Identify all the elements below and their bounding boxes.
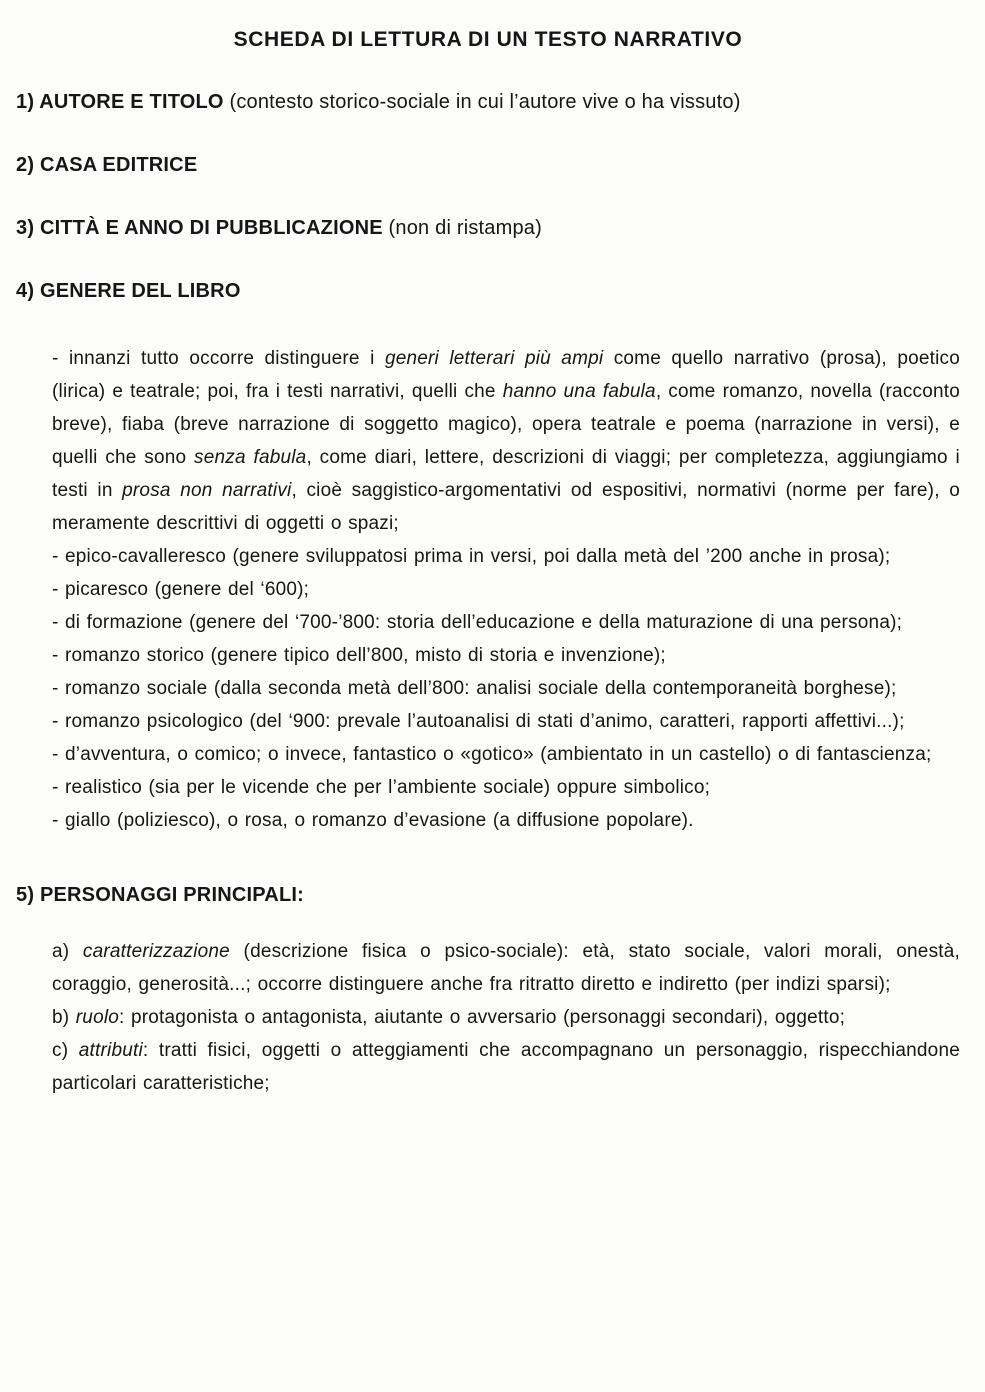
text-run: a)	[52, 941, 83, 962]
item-5-personaggi-principali	[16, 883, 960, 907]
text-run: 5) PERSONAGGI PRINCIPALI:	[16, 884, 304, 906]
document-title: SCHEDA DI LETTURA DI UN TESTO NARRATIVO	[233, 28, 743, 51]
text-run: prosa non narrativi	[122, 480, 292, 501]
bullet-romanzo-sociale	[52, 672, 960, 705]
text-run: come quello narrativo (prosa), poetico (lirica) e teatrale; poi, fra i testi narrativi, quelli che	[52, 348, 960, 402]
bullet-romanzo-storico	[52, 639, 960, 672]
item-3-citta-e-anno	[16, 216, 960, 240]
text-run: generi letterari più ampi	[384, 348, 604, 369]
text-run: 1) AUTORE E TITOLO	[16, 91, 230, 113]
text-run: - romanzo psicologico (del ‘900: prevale l’autoanalisi di stati d’animo, caratteri, rapporti affettivi...);	[52, 711, 905, 732]
bullet-picaresco	[52, 573, 960, 606]
text-run: senza fabula	[194, 447, 307, 468]
text-run: 3) CITTÀ E ANNO DI PUBBLICAZIONE	[16, 217, 389, 239]
text-run: hanno una fabula	[502, 381, 656, 402]
text-run: 2) CASA EDITRICE	[16, 154, 198, 176]
item-1-autore-e-titolo	[16, 90, 960, 114]
character-point-c-attributi	[52, 1034, 960, 1100]
text-run: - picaresco (genere del ‘600);	[52, 579, 310, 600]
bullet-realistico-simbolico	[52, 771, 960, 804]
text-run: - epico-cavalleresco (genere sviluppatosi prima in versi, poi dalla metà del ’200 anche in prosa);	[52, 546, 891, 567]
text-run: 4) GENERE DEL LIBRO	[16, 280, 241, 302]
bullet-epico-cavalleresco	[52, 540, 960, 573]
text-run: : tratti fisici, oggetti o atteggiamenti che accompagnano un personaggio, rispecchiandone particolari caratteristiche;	[52, 1040, 960, 1094]
character-point-b-ruolo	[52, 1001, 960, 1034]
item-4-genere-del-libro	[16, 279, 960, 303]
text-run: caratterizzazione	[82, 941, 230, 962]
bullet-giallo-rosa-evasione	[52, 804, 960, 837]
text-run: c)	[52, 1040, 79, 1061]
text-run: , cioè saggistico-argomentativi od espositivi, normativi (norme per fare), o meramente descrittivi di oggetti o spazi;	[52, 480, 960, 534]
character-point-a-caratterizzazione	[52, 935, 960, 1001]
text-run: - d’avventura, o comico; o invece, fantastico o «gotico» (ambientato in un castello) o di fantascienza;	[52, 744, 932, 765]
text-run: - di formazione (genere del ‘700-’800: storia dell’educazione e della maturazione di una persona);	[52, 612, 903, 633]
text-run: (descrizione fisica o psico-sociale): età, stato sociale, valori morali, onestà, coraggio, generosità...; occorre distinguere anche fra ritratto diretto e indiretto (per indizi sparsi);	[52, 941, 960, 995]
text-run: : protagonista o antagonista, aiutante o avversario (personaggi secondari), oggetto;	[119, 1007, 846, 1028]
text-run: b)	[52, 1007, 76, 1028]
text-run: - romanzo storico (genere tipico dell’800, misto di storia e invenzione);	[52, 645, 666, 666]
bullet-avventura-comico-fantastico	[52, 738, 960, 771]
item-2-casa-editrice	[16, 153, 960, 177]
text-run: , come diari, lettere, descrizioni di viaggi; per completezza, aggiungiamo i testi in	[52, 447, 960, 501]
text-run: (contesto storico-sociale in cui l’autore vive o ha vissuto)	[229, 91, 741, 113]
bullet-di-formazione	[52, 606, 960, 639]
characters-list	[16, 935, 960, 1100]
text-run: , come romanzo, novella (racconto breve), fiaba (breve narrazione di soggetto magico), opera teatrale e poema (narrazione in versi), e quelli che sono	[52, 381, 960, 468]
bullet-romanzo-psicologico	[52, 705, 960, 738]
text-run: - romanzo sociale (dalla seconda metà dell’800: analisi sociale della contemporaneità borghese);	[52, 678, 897, 699]
text-run: (non di ristampa)	[388, 217, 542, 239]
bullet-generi-letterari	[52, 342, 960, 540]
text-run: ruolo	[75, 1007, 120, 1028]
text-run: - innanzi tutto occorre distinguere i	[52, 348, 385, 369]
text-run: - giallo (poliziesco), o rosa, o romanzo d’evasione (a diffusione popolare).	[52, 810, 694, 831]
genre-bullet-list	[16, 342, 960, 837]
text-run: attributi	[78, 1040, 143, 1061]
text-run: - realistico (sia per le vicende che per l’ambiente sociale) oppure simbolico;	[52, 777, 711, 798]
